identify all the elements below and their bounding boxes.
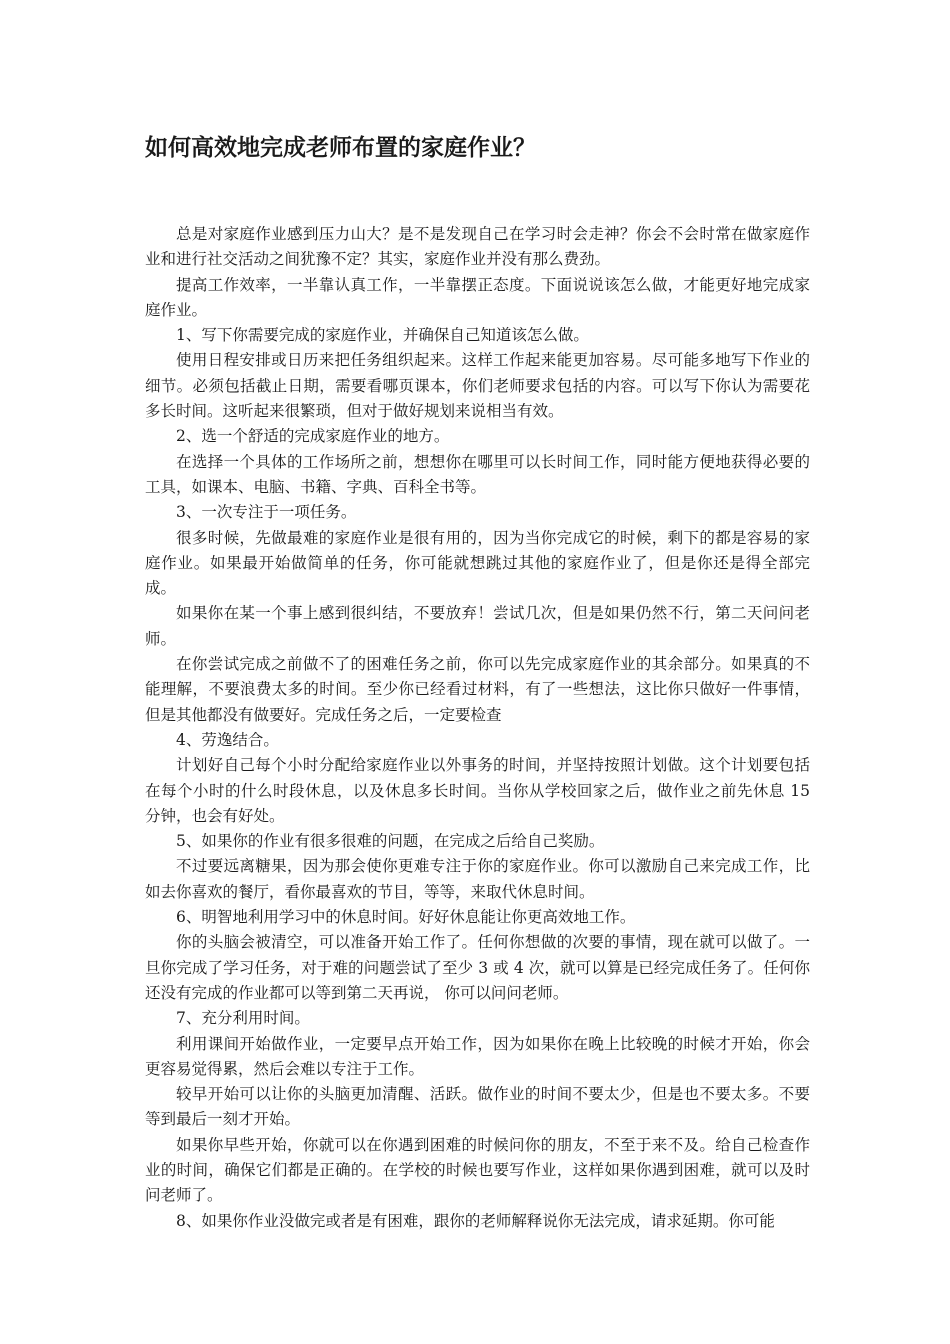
paragraph-workplace: 在选择一个具体的工作场所之前，想想你在哪里可以长时间工作，同时能方便地获得必要的工具，如课本、电脑、书籍、字典、百科全书等。 — [145, 452, 810, 496]
section-heading-4: 4、劳逸结合。 — [176, 730, 279, 749]
paragraph-difficult-tasks: 在你尝试完成之前做不了的困难任务之前，你可以先完成家庭作业的其余部分。如果真的不能理解，不要浪费太多的时间。至少你已经看过材料，有了一些想法，这比你只做好一件事情，但是其他都没有做要好。完成任务之后，一定要检查 — [145, 655, 810, 724]
paragraph-rest-wisely: 你的头脑会被清空，可以准备开始工作了。任何你想做的次要的事情，现在就可以做了。一旦你完成了学习任务，对于难的问题尝试了至少 3 或 4 次，就可以算是已经完成任务了。任何你还没有完成的作业都可以等到第二天再说， 你可以问问老师。 — [145, 933, 810, 1002]
document-body — [145, 222, 810, 1234]
paragraph-start-early: 利用课间开始做作业，一定要早点开始工作，因为如果你在晚上比较晚的时候才开始，你会更容易觉得累，然后会难以专注于工作。 — [145, 1034, 810, 1078]
paragraph-ask-friends: 如果你早些开始，你就可以在你遇到困难的时候问你的朋友，不至于来不及。给自己检查作业的时间，确保它们都是正确的。在学校的时候也要写作业，这样如果你遇到困难，就可以及时问老师了。 — [145, 1135, 810, 1205]
paragraph-intro: 总是对家庭作业感到压力山大？是不是发现自己在学习时会走神？你会不会时常在做家庭作业和进行社交活动之间犹豫不定？其实，家庭作业并没有那么费劲。 — [145, 225, 810, 269]
document-title: 如何高效地完成老师布置的家庭作业？ — [145, 134, 536, 161]
paragraph-schedule: 使用日程安排或日历来把任务组织起来。这样工作起来能更加容易。尽可能多地写下作业的细节。必须包括截止日期，需要看哪页课本，你们老师要求包括的内容。可以写下你认为需要花多长时间。这听起来很繁琐，但对于做好规划来说相当有效。 — [145, 351, 810, 421]
paragraph-plan-breaks: 计划好自己每个小时分配给家庭作业以外事务的时间，并坚持按照计划做。这个计划要包括在每个小时的什么时段休息，以及休息多长时间。当你从学校回家之后，做作业之前先休息 15 分钟，也会有好处。 — [145, 756, 810, 825]
section-heading-2: 2、选一个舒适的完成家庭作业的地方。 — [176, 427, 450, 446]
section-heading-5: 5、如果你的作业有很多很难的问题，在完成之后给自己奖励。 — [176, 832, 605, 851]
section-heading-8: 8、如果你作业没做完或者是有困难，跟你的老师解释说你无法完成，请求延期。你可能 — [176, 1211, 775, 1230]
paragraph-rewards: 不过要远离糖果，因为那会使你更难专注于你的家庭作业。你可以激励自己来完成工作，比如去你喜欢的餐厅，看你最喜欢的节目，等等，来取代休息时间。 — [145, 857, 810, 901]
paragraph-attitude: 提高工作效率，一半靠认真工作，一半靠摆正态度。下面说说该怎么做，才能更好地完成家庭作业。 — [145, 275, 810, 319]
section-heading-7: 7、充分利用时间。 — [176, 1009, 310, 1028]
section-heading-3: 3、一次专注于一项任务。 — [176, 503, 357, 522]
paragraph-dont-give-up: 如果你在某一个事上感到很纠结，不要放弃！尝试几次，但是如果仍然不行，第二天问问老师。 — [145, 604, 810, 648]
paragraph-clear-mind: 较早开始可以让你的头脑更加清醒、活跃。做作业的时间不要太少，但是也不要太多。不要等到最后一刻才开始。 — [145, 1085, 810, 1129]
section-heading-1: 1、写下你需要完成的家庭作业，并确保自己知道该怎么做。 — [176, 326, 589, 345]
paragraph-hard-first: 很多时候，先做最难的家庭作业是很有用的，因为当你完成它的时候，剩下的都是容易的家庭作业。如果最开始做简单的任务，你可能就想跳过其他的家庭作业了，但是你还是得全部完成。 — [145, 528, 810, 598]
section-heading-6: 6、明智地利用学习中的休息时间。好好休息能让你更高效地工作。 — [176, 908, 636, 927]
